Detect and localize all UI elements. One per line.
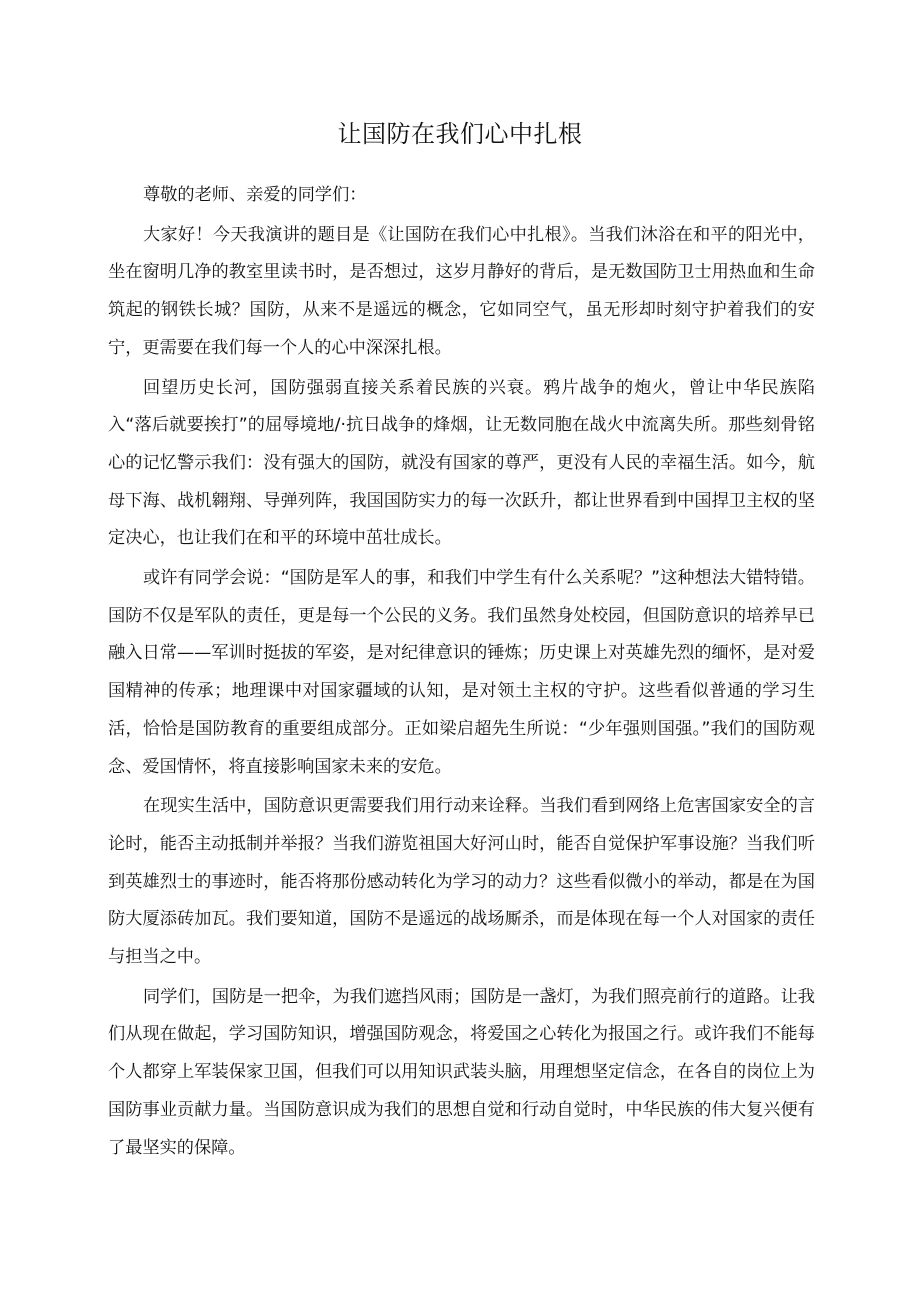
document-body	[108, 177, 815, 1169]
body-paragraph: 在现实生活中，国防意识更需要我们用行动来诠释。当我们看到网络上危害国家安全的言论时，能否主动抵制并举报？当我们游览祖国大好河山时，能否自觉保护军事设施？当我们听到英雄烈士的事迹时，能否将那份感动转化为学习的动力？这些看似微小的举动，都是在为国防大厦添砖加瓦。我们要知道，国防不是遥远的战场厮杀，而是体现在每一个人对国家的责任与担当之中。	[108, 796, 815, 968]
body-paragraph: 回望历史长河，国防强弱直接关系着民族的兴衰。鸦片战争的炮火，曾让中华民族陷入“落后就要挨打”的屈辱境地/·抗日战争的烽烟，让无数同胞在战火中流离失所。那些刻骨铭心的记忆警示我们：没有强大的国防，就没有国家的尊严，更没有人民的幸福生活。如今，航母下海、战机翱翔、导弹列阵，我国国防实力的每一次跃升，都让世界看到中国捍卫主权的坚定决心，也让我们在和平的环境中茁壮成长。	[108, 377, 815, 549]
body-paragraph: 同学们，国防是一把伞，为我们遮挡风雨；国防是一盏灯，为我们照亮前行的道路。让我们从现在做起，学习国防知识，增强国防观念，将爱国之心转化为报国之行。或许我们不能每个人都穿上军装保家卫国，但我们可以用知识武装头脑，用理想坚定信念，在各自的岗位上为国防事业贡献力量。当国防意识成为我们的思想自觉和行动自觉时，中华民族的伟大复兴便有了最坚实的保障。	[108, 986, 815, 1158]
document-title: 让国防在我们心中扎根	[337, 120, 583, 148]
greeting-paragraph: 尊敬的老师、亲爱的同学们：	[143, 185, 367, 205]
body-paragraph: 或许有同学会说：“国防是军人的事，和我们中学生有什么关系呢？”这种想法大错特错。国防不仅是军队的责任，更是每一个公民的义务。我们虽然身处校园，但国防意识的培养早已融入日常——军训时挺拔的军姿，是对纪律意识的锤炼；历史课上对英雄先烈的缅怀，是对爱国精神的传承；地理课中对国家疆域的认知，是对领土主权的守护。这些看似普通的学习生活，恰恰是国防教育的重要组成部分。正如梁启超先生所说：“少年强则国强。”我们的国防观念、爱国情怀，将直接影响国家未来的安危。	[108, 568, 815, 777]
body-paragraph: 大家好！今天我演讲的题目是《让国防在我们心中扎根》。当我们沐浴在和平的阳光中，坐在窗明几净的教室里读书时，是否想过，这岁月静好的背后，是无数国防卫士用热血和生命筑起的钢铁长城？国防，从来不是遥远的概念，它如同空气，虽无形却时刻守护着我们的安宁，更需要在我们每一个人的心中深深扎根。	[108, 224, 815, 358]
